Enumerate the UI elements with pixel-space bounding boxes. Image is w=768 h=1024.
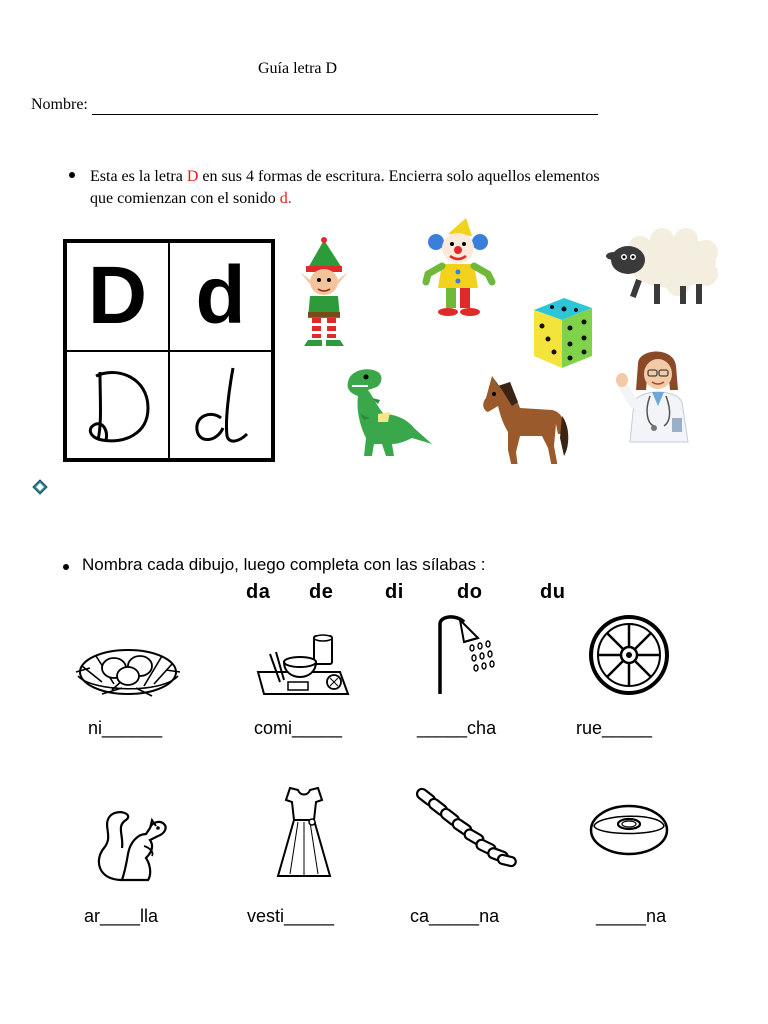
letter-cursive-lower-icon xyxy=(181,360,261,450)
letter-cursive-upper-cell xyxy=(66,351,169,460)
name-label: Nombre: xyxy=(31,96,88,113)
instruction-sound: d. xyxy=(279,190,292,207)
page-title: Guía letra D xyxy=(258,60,338,77)
letter-print-lower-cell xyxy=(169,242,272,351)
instruction-text-part2: en sus 4 formas de escritura. Encierra solo aquellos elementos que comienzan con el sonido xyxy=(90,168,600,207)
word-blank-4: rue_____ xyxy=(576,718,653,738)
syllable-di: di xyxy=(385,581,404,603)
sheep-icon xyxy=(606,230,724,312)
word-blank-8: _____na xyxy=(596,906,667,926)
doctor-icon xyxy=(614,346,702,442)
word-blank-2: comi_____ xyxy=(254,718,343,738)
food-tray-icon xyxy=(254,632,352,702)
bullet-icon xyxy=(63,564,69,570)
dice-icon xyxy=(530,296,594,370)
elf-icon xyxy=(296,238,352,350)
syllable-do: do xyxy=(457,581,483,603)
letter-print-lower: d xyxy=(195,250,246,342)
syllable-du: du xyxy=(540,581,566,603)
instruction-text-part1: Esta es la letra xyxy=(90,168,187,185)
instruction-syllables: Nombra cada dibujo, luego completa con las sílabas : xyxy=(82,555,486,574)
dress-icon xyxy=(276,786,332,880)
word-blank-1: ni______ xyxy=(88,718,163,738)
diamond-bullet-icon xyxy=(32,479,48,495)
letter-cursive-upper-icon xyxy=(78,360,158,450)
dinosaur-icon xyxy=(344,364,434,460)
letter-cursive-lower-cell xyxy=(169,351,272,460)
nest-icon xyxy=(72,642,184,706)
instruction-letter: D xyxy=(186,168,199,185)
word-blank-6: vesti_____ xyxy=(247,906,335,926)
bullet-icon xyxy=(69,172,75,178)
horse-icon xyxy=(478,372,570,474)
letter-print-upper: D xyxy=(87,250,148,342)
word-blank-7: ca_____na xyxy=(410,906,500,926)
chain-icon xyxy=(414,788,518,872)
donut-icon xyxy=(588,802,670,858)
name-field-line[interactable] xyxy=(92,114,598,115)
squirrel-icon xyxy=(92,806,172,886)
word-blank-3: _____cha xyxy=(417,718,497,738)
word-blank-5: ar____lla xyxy=(84,906,159,926)
letter-forms-grid xyxy=(63,239,275,462)
clown-icon xyxy=(422,218,496,320)
syllable-da: da xyxy=(246,581,271,603)
shower-icon xyxy=(434,612,496,696)
syllable-de: de xyxy=(309,581,334,603)
letter-print-upper-cell xyxy=(66,242,169,351)
wheel-icon xyxy=(588,614,670,696)
instruction-letter-forms xyxy=(90,166,610,210)
